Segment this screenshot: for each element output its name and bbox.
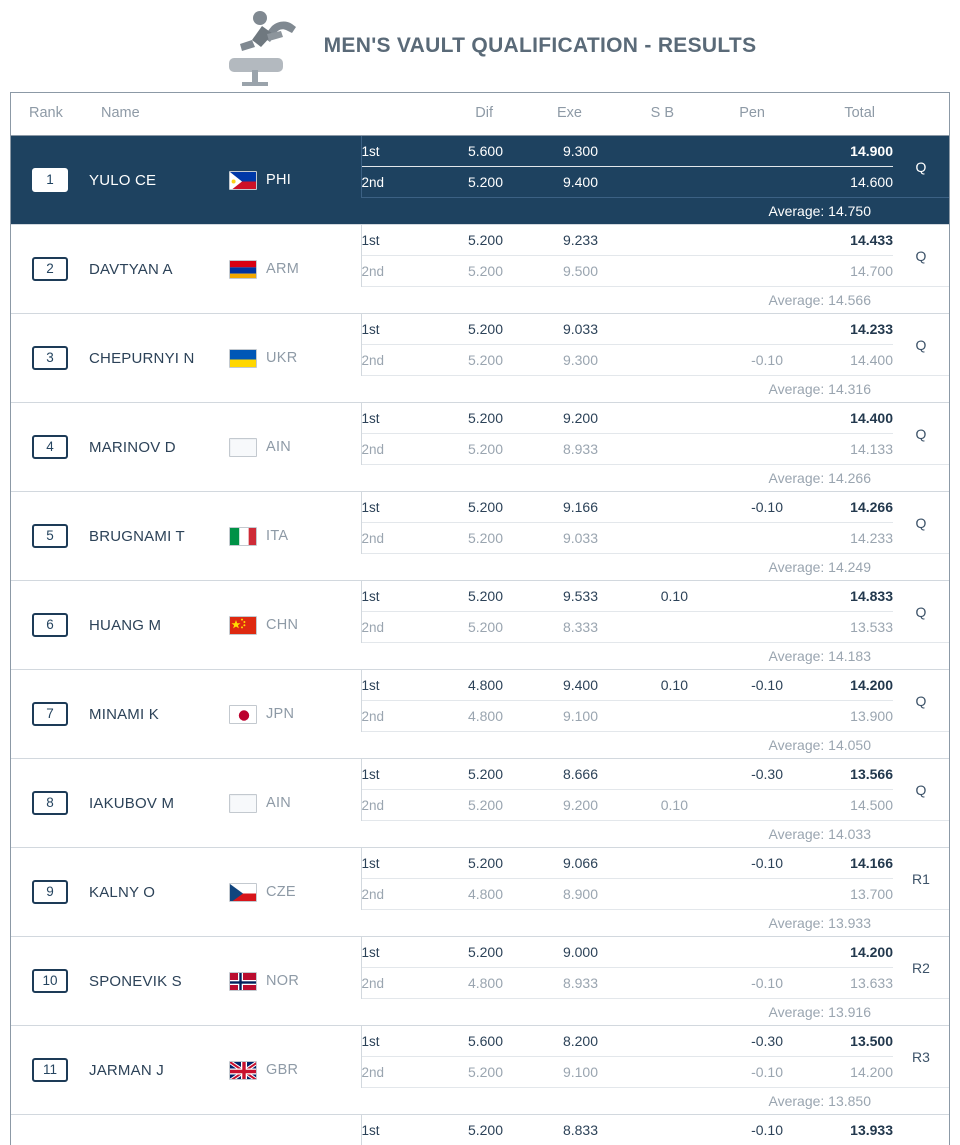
vault1-exe: 9.000 bbox=[503, 937, 598, 968]
country-code: NOR bbox=[266, 973, 299, 989]
flag-icon-jpn bbox=[229, 705, 257, 724]
vault1-sb bbox=[598, 136, 688, 167]
column-header-exe: Exe bbox=[503, 93, 598, 136]
vault1-sb bbox=[598, 937, 688, 968]
qualification-status: Q bbox=[893, 403, 949, 465]
average-value: Average: 14.183 bbox=[361, 643, 893, 670]
vault-label: 1st bbox=[361, 492, 423, 523]
country-cell bbox=[229, 1115, 361, 1145]
rank-badge: 2 bbox=[32, 257, 68, 282]
rank-cell bbox=[11, 937, 89, 1026]
vault1-pen bbox=[688, 937, 783, 968]
vault-label: 1st bbox=[361, 759, 423, 790]
results-table bbox=[11, 93, 949, 1145]
vault1-sb bbox=[598, 403, 688, 434]
athlete-name bbox=[89, 1115, 229, 1145]
vault1-dif: 5.600 bbox=[423, 1026, 503, 1057]
vault2-pen bbox=[688, 523, 783, 554]
qualification-status: R2 bbox=[893, 937, 949, 999]
vault2-pen bbox=[688, 612, 783, 643]
table-row bbox=[11, 136, 949, 167]
athlete-name: MARINOV D bbox=[89, 403, 229, 492]
vault1-sb bbox=[598, 848, 688, 879]
flag-icon-arm bbox=[229, 260, 257, 279]
vault-label: 2nd bbox=[361, 790, 423, 821]
rank-cell bbox=[11, 848, 89, 937]
athlete-name: DAVTYAN A bbox=[89, 225, 229, 314]
vault1-dif: 5.200 bbox=[423, 314, 503, 345]
athlete-name: HUANG M bbox=[89, 581, 229, 670]
vault-label: 2nd bbox=[361, 612, 423, 643]
vault2-exe: 9.200 bbox=[503, 790, 598, 821]
vault1-sb bbox=[598, 314, 688, 345]
vault2-exe: 8.900 bbox=[503, 879, 598, 910]
page-title: MEN'S VAULT QUALIFICATION - RESULTS bbox=[324, 34, 757, 58]
vault2-total: 14.133 bbox=[783, 434, 893, 465]
qualification-status: R3 bbox=[893, 1026, 949, 1088]
flag-icon-phi bbox=[229, 171, 257, 190]
flag-icon-chn bbox=[229, 616, 257, 635]
vault2-sb bbox=[598, 167, 688, 198]
vault-label: 2nd bbox=[361, 701, 423, 732]
athlete-name: MINAMI K bbox=[89, 670, 229, 759]
country-cell bbox=[229, 225, 361, 314]
vault1-pen: -0.30 bbox=[688, 759, 783, 790]
rank-badge: 1 bbox=[32, 168, 68, 193]
vault1-pen: -0.10 bbox=[688, 492, 783, 523]
rank-cell bbox=[11, 581, 89, 670]
average-value: Average: 14.266 bbox=[361, 465, 893, 492]
rank-cell bbox=[11, 314, 89, 403]
vault1-exe: 9.300 bbox=[503, 136, 598, 167]
flag-icon-gbr bbox=[229, 1061, 257, 1080]
vault1-dif: 5.200 bbox=[423, 1115, 503, 1145]
flag-icon-cze bbox=[229, 883, 257, 902]
vault-label: 2nd bbox=[361, 256, 423, 287]
country-cell bbox=[229, 937, 361, 1026]
vault2-pen bbox=[688, 790, 783, 821]
table-row bbox=[11, 759, 949, 790]
average-spacer bbox=[893, 732, 949, 759]
vault2-exe: 9.300 bbox=[503, 345, 598, 376]
vault2-dif: 5.200 bbox=[423, 612, 503, 643]
qualification-status: Q bbox=[893, 225, 949, 287]
vault1-total: 13.566 bbox=[783, 759, 893, 790]
rank-cell bbox=[11, 670, 89, 759]
column-header-vault bbox=[361, 93, 423, 136]
column-header-flag bbox=[229, 93, 361, 136]
average-value: Average: 14.033 bbox=[361, 821, 893, 848]
average-spacer bbox=[893, 287, 949, 314]
vault1-pen: -0.10 bbox=[688, 848, 783, 879]
average-spacer bbox=[893, 198, 949, 225]
vault1-exe: 8.833 bbox=[503, 1115, 598, 1145]
rank-badge: 10 bbox=[32, 969, 68, 994]
athlete-name: KALNY O bbox=[89, 848, 229, 937]
vault1-dif: 5.200 bbox=[423, 848, 503, 879]
column-header-qual bbox=[893, 93, 949, 136]
rank-badge: 8 bbox=[32, 791, 68, 816]
gymnastics-vault-icon bbox=[214, 6, 324, 86]
vault-label: 1st bbox=[361, 937, 423, 968]
country-cell bbox=[229, 848, 361, 937]
qualification-status: R1 bbox=[893, 848, 949, 910]
average-value: Average: 14.249 bbox=[361, 554, 893, 581]
vault2-dif: 5.200 bbox=[423, 345, 503, 376]
country-cell bbox=[229, 403, 361, 492]
average-spacer bbox=[893, 465, 949, 492]
vault2-pen bbox=[688, 434, 783, 465]
country-code: JPN bbox=[266, 706, 294, 722]
table-row bbox=[11, 403, 949, 434]
vault1-exe: 8.200 bbox=[503, 1026, 598, 1057]
vault-label: 1st bbox=[361, 848, 423, 879]
vault1-pen bbox=[688, 225, 783, 256]
vault2-sb bbox=[598, 612, 688, 643]
athlete-name: BRUGNAMI T bbox=[89, 492, 229, 581]
vault2-pen: -0.10 bbox=[688, 1057, 783, 1088]
vault-label: 2nd bbox=[361, 345, 423, 376]
vault1-exe: 9.166 bbox=[503, 492, 598, 523]
vault2-total: 14.200 bbox=[783, 1057, 893, 1088]
vault2-dif: 5.200 bbox=[423, 256, 503, 287]
results-table-container bbox=[10, 92, 950, 1145]
qualification-status: Q bbox=[893, 670, 949, 732]
vault2-sb bbox=[598, 1057, 688, 1088]
country-cell bbox=[229, 581, 361, 670]
table-row bbox=[11, 670, 949, 701]
vault2-exe: 9.033 bbox=[503, 523, 598, 554]
country-cell bbox=[229, 136, 361, 225]
vault2-dif: 5.200 bbox=[423, 1057, 503, 1088]
average-spacer bbox=[893, 821, 949, 848]
country-cell bbox=[229, 670, 361, 759]
average-spacer bbox=[893, 910, 949, 937]
vault2-sb bbox=[598, 968, 688, 999]
vault1-exe: 9.400 bbox=[503, 670, 598, 701]
rank-badge: 5 bbox=[32, 524, 68, 549]
flag-icon-ita bbox=[229, 527, 257, 546]
rank-cell bbox=[11, 1026, 89, 1115]
rank-badge: 9 bbox=[32, 880, 68, 905]
vault1-exe: 9.533 bbox=[503, 581, 598, 612]
vault1-dif: 4.800 bbox=[423, 670, 503, 701]
vault2-pen: -0.10 bbox=[688, 345, 783, 376]
country-cell bbox=[229, 314, 361, 403]
country-code: CHN bbox=[266, 617, 298, 633]
vault1-pen: -0.10 bbox=[688, 1115, 783, 1145]
vault1-pen: -0.30 bbox=[688, 1026, 783, 1057]
vault1-sb bbox=[598, 1115, 688, 1145]
vault1-pen bbox=[688, 581, 783, 612]
vault2-dif: 4.800 bbox=[423, 879, 503, 910]
vault1-dif: 5.200 bbox=[423, 581, 503, 612]
average-spacer bbox=[893, 999, 949, 1026]
vault2-pen bbox=[688, 879, 783, 910]
vault2-sb bbox=[598, 701, 688, 732]
flag-icon-nor bbox=[229, 972, 257, 991]
vault1-pen: -0.10 bbox=[688, 670, 783, 701]
flag-icon-ain bbox=[229, 438, 257, 457]
vault2-dif: 4.800 bbox=[423, 701, 503, 732]
country-cell bbox=[229, 1026, 361, 1115]
page-header bbox=[0, 0, 960, 92]
average-value: Average: 14.316 bbox=[361, 376, 893, 403]
vault1-dif: 5.200 bbox=[423, 403, 503, 434]
column-header-name: Name bbox=[89, 93, 229, 136]
vault-label: 2nd bbox=[361, 434, 423, 465]
vault-label: 1st bbox=[361, 670, 423, 701]
vault2-total: 13.533 bbox=[783, 612, 893, 643]
vault2-dif: 5.200 bbox=[423, 523, 503, 554]
rank-cell bbox=[11, 225, 89, 314]
vault1-dif: 5.600 bbox=[423, 136, 503, 167]
qualification-status bbox=[893, 1115, 949, 1145]
vault2-total: 13.633 bbox=[783, 968, 893, 999]
vault-label: 1st bbox=[361, 1026, 423, 1057]
vault1-total: 14.433 bbox=[783, 225, 893, 256]
vault1-dif: 5.200 bbox=[423, 225, 503, 256]
average-value: Average: 14.750 bbox=[361, 198, 893, 225]
flag-icon-ain bbox=[229, 794, 257, 813]
average-value: Average: 13.916 bbox=[361, 999, 893, 1026]
vault1-exe: 9.033 bbox=[503, 314, 598, 345]
vault1-dif: 5.200 bbox=[423, 937, 503, 968]
vault1-total: 14.200 bbox=[783, 937, 893, 968]
vault2-exe: 9.100 bbox=[503, 1057, 598, 1088]
athlete-name: YULO CE bbox=[89, 136, 229, 225]
vault1-total: 13.500 bbox=[783, 1026, 893, 1057]
vault2-exe: 8.933 bbox=[503, 968, 598, 999]
country-code: ARM bbox=[266, 261, 299, 277]
average-value: Average: 13.850 bbox=[361, 1088, 893, 1115]
table-row bbox=[11, 581, 949, 612]
athlete-name: JARMAN J bbox=[89, 1026, 229, 1115]
vault1-sb bbox=[598, 225, 688, 256]
vault2-dif: 5.200 bbox=[423, 167, 503, 198]
average-spacer bbox=[893, 643, 949, 670]
vault2-total: 14.233 bbox=[783, 523, 893, 554]
vault2-exe: 9.100 bbox=[503, 701, 598, 732]
table-row bbox=[11, 1026, 949, 1057]
vault1-dif: 5.200 bbox=[423, 492, 503, 523]
vault2-pen bbox=[688, 167, 783, 198]
vault2-sb bbox=[598, 434, 688, 465]
column-header-pen: Pen bbox=[688, 93, 783, 136]
column-header-dif: Dif bbox=[423, 93, 503, 136]
rank-badge: 3 bbox=[32, 346, 68, 371]
vault2-dif: 5.200 bbox=[423, 790, 503, 821]
vault1-sb: 0.10 bbox=[598, 670, 688, 701]
table-row bbox=[11, 848, 949, 879]
vault-label: 1st bbox=[361, 314, 423, 345]
qualification-status: Q bbox=[893, 314, 949, 376]
country-code: AIN bbox=[266, 439, 291, 455]
vault2-exe: 9.400 bbox=[503, 167, 598, 198]
rank-cell bbox=[11, 403, 89, 492]
vault2-exe: 8.333 bbox=[503, 612, 598, 643]
table-row-partial bbox=[11, 1115, 949, 1145]
column-header-total: Total bbox=[783, 93, 893, 136]
vault1-total: 14.833 bbox=[783, 581, 893, 612]
country-code: UKR bbox=[266, 350, 298, 366]
vault-label: 1st bbox=[361, 225, 423, 256]
vault1-sb bbox=[598, 759, 688, 790]
vault-label: 2nd bbox=[361, 1057, 423, 1088]
average-spacer bbox=[893, 376, 949, 403]
rank-cell bbox=[11, 492, 89, 581]
table-row bbox=[11, 225, 949, 256]
qualification-status: Q bbox=[893, 492, 949, 554]
country-code: GBR bbox=[266, 1062, 298, 1078]
rank-cell bbox=[11, 1115, 89, 1145]
vault2-exe: 9.500 bbox=[503, 256, 598, 287]
flag-icon-ukr bbox=[229, 349, 257, 368]
vault2-sb bbox=[598, 879, 688, 910]
average-value: Average: 14.050 bbox=[361, 732, 893, 759]
vault2-dif: 4.800 bbox=[423, 968, 503, 999]
vault-label: 1st bbox=[361, 1115, 423, 1145]
vault2-total: 14.600 bbox=[783, 167, 893, 198]
vault2-total: 14.500 bbox=[783, 790, 893, 821]
vault1-total: 14.166 bbox=[783, 848, 893, 879]
table-row bbox=[11, 937, 949, 968]
column-header-rank: Rank bbox=[11, 93, 89, 136]
average-spacer bbox=[893, 554, 949, 581]
vault-label: 2nd bbox=[361, 968, 423, 999]
vault1-sb bbox=[598, 492, 688, 523]
vault2-dif: 5.200 bbox=[423, 434, 503, 465]
vault2-sb bbox=[598, 345, 688, 376]
vault1-exe: 9.200 bbox=[503, 403, 598, 434]
vault-label: 2nd bbox=[361, 879, 423, 910]
vault2-exe: 8.933 bbox=[503, 434, 598, 465]
rank-badge: 4 bbox=[32, 435, 68, 460]
vault2-total: 14.400 bbox=[783, 345, 893, 376]
vault-label: 2nd bbox=[361, 523, 423, 554]
qualification-status: Q bbox=[893, 136, 949, 198]
vault1-exe: 9.233 bbox=[503, 225, 598, 256]
vault-label: 1st bbox=[361, 136, 423, 167]
qualification-status: Q bbox=[893, 581, 949, 643]
vault1-total: 14.266 bbox=[783, 492, 893, 523]
vault2-sb bbox=[598, 256, 688, 287]
average-value: Average: 13.933 bbox=[361, 910, 893, 937]
rank-cell bbox=[11, 759, 89, 848]
table-row bbox=[11, 314, 949, 345]
vault1-dif: 5.200 bbox=[423, 759, 503, 790]
country-cell bbox=[229, 492, 361, 581]
country-code: CZE bbox=[266, 884, 296, 900]
vault1-total: 14.200 bbox=[783, 670, 893, 701]
results-body bbox=[11, 136, 949, 1145]
average-value: Average: 14.566 bbox=[361, 287, 893, 314]
average-spacer bbox=[893, 1088, 949, 1115]
column-header-sb: S B bbox=[598, 93, 688, 136]
rank-cell bbox=[11, 136, 89, 225]
vault2-pen bbox=[688, 701, 783, 732]
country-code: AIN bbox=[266, 795, 291, 811]
qualification-status: Q bbox=[893, 759, 949, 821]
country-cell bbox=[229, 759, 361, 848]
vault1-total: 14.233 bbox=[783, 314, 893, 345]
athlete-name: CHEPURNYI N bbox=[89, 314, 229, 403]
vault2-total: 13.700 bbox=[783, 879, 893, 910]
vault1-total: 14.400 bbox=[783, 403, 893, 434]
vault2-sb: 0.10 bbox=[598, 790, 688, 821]
athlete-name: SPONEVIK S bbox=[89, 937, 229, 1026]
vault1-pen bbox=[688, 403, 783, 434]
rank-badge: 6 bbox=[32, 613, 68, 638]
vault1-total: 13.933 bbox=[783, 1115, 893, 1145]
vault2-total: 14.700 bbox=[783, 256, 893, 287]
vault2-pen: -0.10 bbox=[688, 968, 783, 999]
table-row bbox=[11, 492, 949, 523]
vault2-total: 13.900 bbox=[783, 701, 893, 732]
athlete-name: IAKUBOV M bbox=[89, 759, 229, 848]
vault2-pen bbox=[688, 256, 783, 287]
vault1-exe: 9.066 bbox=[503, 848, 598, 879]
country-code: PHI bbox=[266, 172, 291, 188]
vault1-sb bbox=[598, 1026, 688, 1057]
country-code: ITA bbox=[266, 528, 288, 544]
vault-label: 2nd bbox=[361, 167, 423, 198]
vault-label: 1st bbox=[361, 581, 423, 612]
vault2-sb bbox=[598, 523, 688, 554]
rank-badge: 7 bbox=[32, 702, 68, 727]
vault1-pen bbox=[688, 136, 783, 167]
vault1-pen bbox=[688, 314, 783, 345]
table-header-row bbox=[11, 93, 949, 136]
vault-label: 1st bbox=[361, 403, 423, 434]
rank-badge: 11 bbox=[32, 1058, 68, 1083]
vault1-exe: 8.666 bbox=[503, 759, 598, 790]
vault1-total: 14.900 bbox=[783, 136, 893, 167]
vault1-sb: 0.10 bbox=[598, 581, 688, 612]
